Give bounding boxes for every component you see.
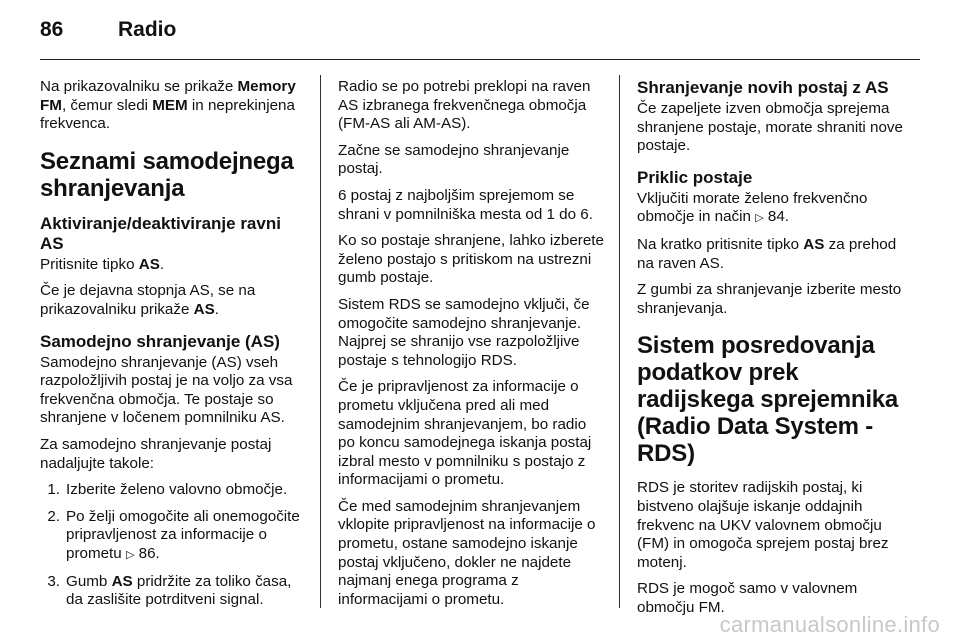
column-divider-1 — [320, 75, 321, 608]
paragraph-stopnja-as: Če je dejavna stopnja AS, se na prikazovalniku prikaže AS. — [40, 282, 256, 318]
paragraph-zacne: Začne se samodejno shranjevanje postaj. — [338, 141, 570, 178]
paragraph-zapeljete: Če zapeljete izven območja sprejema shranjene postaje, morate shraniti nove postaje. — [637, 100, 903, 155]
paragraph-na-kratko: Na kratko pritisnite tipko AS za prehod na raven AS. — [637, 235, 897, 272]
column-3 — [637, 78, 907, 626]
steps-list — [40, 481, 308, 610]
column-2 — [338, 78, 604, 617]
watermark: carmanualsonline.info — [719, 612, 940, 637]
arrow-ref-icon: ▷ — [755, 211, 764, 225]
paragraph-pripravljenost: Če je pripravljenost za informacije o prometu vključena pred ali med samodejnim shranjevanjem, bo radio po koncu samodejnega iskanja postaj izbral mesto v pomnilniku s postajo z informacijami o prometu. — [338, 378, 592, 489]
heading-seznami: Seznami samodejnega shranjevanja — [40, 147, 294, 202]
paragraph-ko-so: Ko so postaje shranjene, lahko izberete želeno postajo s pritiskom na ustrezni gumb postaje. — [338, 232, 604, 287]
paragraph-rds-fm: RDS je mogoč samo v valovnem območju FM. — [637, 580, 858, 616]
page-number: 86 — [40, 18, 64, 41]
list-item: 2. Po želji omogočite ali onemogočite pripravljenost za informacije o prometu ▷ 86. — [47, 507, 300, 562]
paragraph-nadaljujte: Za samodejno shranjevanje postaj nadaljujte takole: — [40, 435, 272, 472]
paragraph-preklopi: Radio se po potrebi preklopi na raven AS izbranega frekvenčnega območja (FM-AS ali AM-AS). — [338, 78, 591, 133]
page-ref-link[interactable]: 84. — [767, 208, 790, 226]
paragraph-6-postaj: 6 postaj z najboljšim sprejemom se shrani v pomnilniška mesta od 1 do 6. — [338, 186, 593, 223]
paragraph-memory-fm: Na prikazovalniku se prikaže Memory FM, čemur sledi MEM in neprekinjena frekvenca. — [40, 78, 296, 133]
paragraph-as-vseh: Samodejno shranjevanje (AS) vseh razpoložljivih postaj je na voljo za vsa frekvenčna območja. Te postaje so shranjene v ločenem pomnilniku AS. — [40, 353, 293, 427]
heading-priklic: Priklic postaje — [637, 167, 753, 187]
heading-shranjevanje-novih: Shranjevanje novih postaj z AS — [637, 78, 889, 97]
paragraph-vkljuciti: Vključiti morate želeno frekvenčno območje in način ▷ 84. — [637, 189, 868, 226]
heading-sistem-rds: Sistem posredovanja podatkov prek radijskega sprejemnika (Radio Data System - RDS) — [637, 332, 899, 468]
page-header — [40, 0, 920, 62]
header-rule — [40, 59, 920, 60]
heading-aktiviranje: Aktiviranje/deaktiviranje ravni AS — [40, 213, 281, 253]
paragraph-rds-storitev: RDS je storitev radijskih postaj, ki bistveno olajšuje iskanje oddajnih frekvenc na UKV valovnem območju (FM) in omogoča sprejem postaj brez motenj. — [637, 479, 889, 571]
paragraph-rds-vkljuci: Sistem RDS se samodejno vključi, če omogočite samodejno shranjevanje. Najprej se shranijo vse razpoložljive postaje s tehnologijo RDS. — [338, 295, 590, 369]
paragraph-z-gumbi: Z gumbi za shranjevanje izberite mesto shranjevanja. — [637, 281, 902, 317]
paragraph-pritisnite: Pritisnite tipko AS. — [40, 255, 165, 273]
list-item: 1. Izberite želeno valovno območje. — [47, 481, 288, 499]
column-divider-2 — [619, 75, 620, 608]
arrow-ref-icon: ▷ — [125, 547, 135, 561]
list-item: 3. Gumb AS pridržite za toliko časa, da zaslišite potrditveni signal. — [47, 572, 292, 609]
paragraph-med-shranjevanjem: Če med samodejnim shranjevanjem vklopite pripravljenost na informacije o prometu, ostane samodejno iskanje postaj vključeno, dokler ne najdete najmanj enega programa z informacijami o prometu. — [338, 497, 596, 608]
page-ref-link[interactable]: 86. — [138, 544, 160, 562]
column-1 — [40, 78, 308, 618]
heading-samodejno: Samodejno shranjevanje (AS) — [40, 331, 280, 351]
page-title: Radio — [118, 18, 177, 41]
